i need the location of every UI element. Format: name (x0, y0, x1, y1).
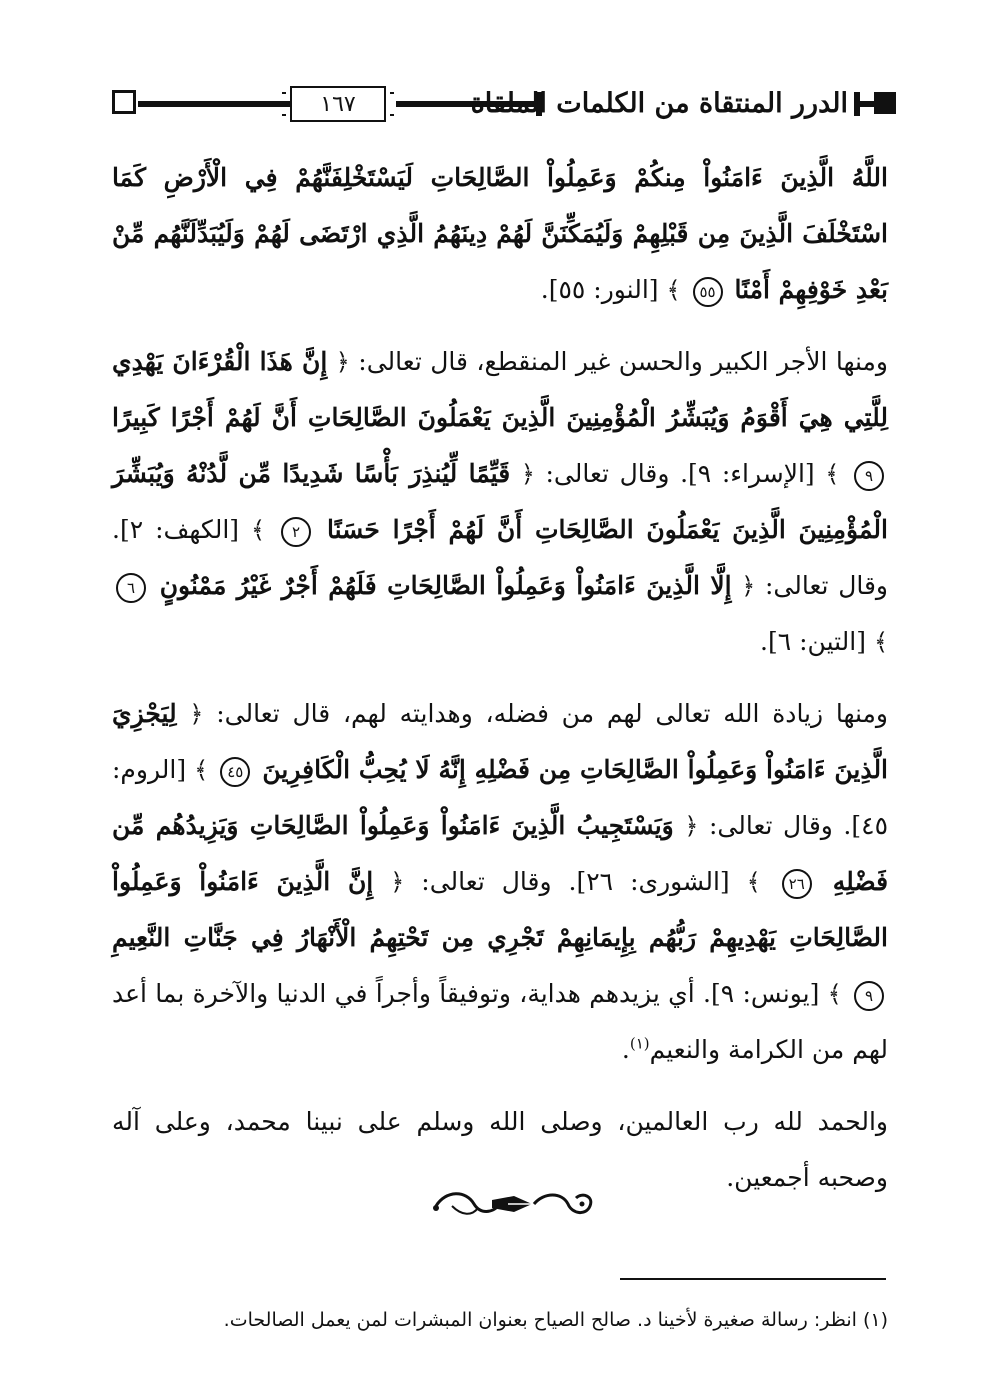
ayah-number-marker: ٦ (116, 573, 146, 603)
quran-closing-brace: ﴾ (873, 628, 888, 656)
page-number: ١٦٧ (290, 86, 386, 122)
header-square-left-ornament (112, 90, 136, 114)
quran-closing-brace: ﴾ (827, 980, 842, 1008)
verse-reference: [التين: ٦]. (760, 627, 866, 656)
quran-verse: اللَّهُ الَّذِينَ ءَامَنُواْ مِنكُمْ وَعَمِلُواْ الصَّالِحَاتِ لَيَسْتَخْلِفَنَّهُمْ فِي الْأَرْضِ كَمَا اسْتَخْلَفَ الَّذِينَ مِن قَبْلِهِمْ وَلَيُمَكِّنَنَّ لَهُمْ دِينَهُمُ الَّذِي ارْتَضَى لَهُمْ وَلَيُبَدِّلَنَّهُم مِّنْ بَعْدِ خَوْفِهِمْ أَمْنًا (112, 163, 888, 304)
header-square-right-ornament (874, 92, 896, 114)
quran-verse: إِلَّا الَّذِينَ ءَامَنُواْ وَعَمِلُواْ الصَّالِحَاتِ فَلَهُمْ أَجْرٌ غَيْرُ مَمْنُونٍ (159, 571, 732, 600)
ayah-number-marker: ٢ (281, 517, 311, 547)
running-title: الدرر المنتقاة من الكلمات الملقاة (470, 88, 848, 119)
section-divider-ornament-icon (422, 1184, 602, 1226)
quran-closing-brace: ﴾ (825, 460, 840, 488)
page-body (112, 150, 888, 1222)
quran-closing-brace: ﴾ (746, 868, 761, 896)
quran-verse: إِنَّ الَّذِينَ ءَامَنُواْ وَعَمِلُواْ الصَّالِحَاتِ يَهْدِيهِمْ رَبُّهُم بِإِيمَانِهِمْ تَجْرِي مِن تَحْتِهِمُ الْأَنْهَارُ فِي جَنَّاتِ النَّعِيمِ (112, 867, 888, 952)
paragraph-3 (112, 686, 888, 1078)
quran-opening-brace: ﴿ (741, 572, 756, 600)
quran-opening-brace: ﴿ (335, 348, 350, 376)
footnote-marker[interactable]: (١) (629, 1034, 650, 1053)
verse-reference: [الروم: ٤٥]. وقال تعالى: (112, 755, 888, 840)
footnote-separator (620, 1278, 886, 1280)
quran-opening-brace: ﴿ (189, 700, 204, 728)
paragraph-intro: ومنها زيادة الله تعالى لهم من فضله، وهدايته لهم، قال تعالى: (216, 699, 888, 728)
closing-text: والحمد لله رب العالمين، وصلى الله وسلم على نبينا محمد، وعلى آله وصحبه أجمعين. (112, 1107, 888, 1192)
verse-reference: [الإسراء: ٩]. وقال تعالى: (545, 459, 815, 488)
verse-reference: [النور: ٥٥]. (540, 275, 659, 304)
quran-opening-brace: ﴿ (520, 460, 535, 488)
page-header (112, 82, 896, 126)
quran-verse: قَيِّمًا لِّيُنذِرَ بَأْسًا شَدِيدًا مِّن لَّدُنْهُ وَيُبَشِّرَ الْمُؤْمِنِينَ الَّذِينَ يَعْمَلُونَ الصَّالِحَاتِ أَنَّ لَهُمْ أَجْرًا حَسَنًا (112, 459, 888, 544)
quran-verse: وَيَسْتَجِيبُ الَّذِينَ ءَامَنُواْ وَعَمِلُواْ الصَّالِحَاتِ وَيَزِيدُهُم مِّن فَضْلِهِ (112, 811, 889, 896)
verse-reference: [الكهف: ٢]. وقال تعالى: (112, 515, 888, 600)
quran-closing-brace: ﴾ (666, 276, 681, 304)
quran-opening-brace: ﴿ (684, 812, 699, 840)
header-rule-left (138, 101, 290, 107)
ayah-number-marker: ٤٥ (220, 757, 250, 787)
paragraph-1 (112, 150, 888, 318)
ayah-number-marker: ٢٦ (782, 869, 812, 899)
sentence-end: . (621, 1035, 630, 1064)
paragraph-2 (112, 334, 888, 670)
ayah-number-marker: ٥٥ (693, 277, 723, 307)
verse-reference: [الشورى: ٢٦]. وقال تعالى: (421, 867, 730, 896)
quran-verse: لِيَجْزِيَ الَّذِينَ ءَامَنُواْ وَعَمِلُواْ الصَّالِحَاتِ مِن فَضْلِهِ إِنَّهُ لَا يُحِبُّ الْكَافِرِينَ (112, 699, 889, 784)
ayah-number-marker: ٩ (854, 981, 884, 1011)
footnote: (١) انظر: رسالة صغيرة لأخينا د. صالح الصياح بعنوان المبشرات لمن يعمل الصالحات. (223, 1309, 888, 1331)
quran-closing-brace: ﴾ (251, 516, 266, 544)
quran-closing-brace: ﴾ (194, 756, 209, 784)
verse-reference: [يونس: ٩]. أي يزيدهم هداية، وتوفيقاً وأجراً في الدنيا والآخرة بما أعد لهم من الكرامة والنعيم (112, 979, 888, 1064)
paragraph-intro: ومنها الأجر الكبير والحسن غير المنقطع، قال تعالى: (358, 347, 888, 376)
ayah-number-marker: ٩ (854, 461, 884, 491)
quran-opening-brace: ﴿ (390, 868, 405, 896)
quran-verse: إِنَّ هَذَا الْقُرْءَانَ يَهْدِي لِلَّتِي هِيَ أَقْوَمُ وَيُبَشِّرُ الْمُؤْمِنِينَ الَّذِينَ يَعْمَلُونَ الصَّالِحَاتِ أَنَّ لَهُمْ أَجْرًا كَبِيرًا (112, 347, 888, 432)
